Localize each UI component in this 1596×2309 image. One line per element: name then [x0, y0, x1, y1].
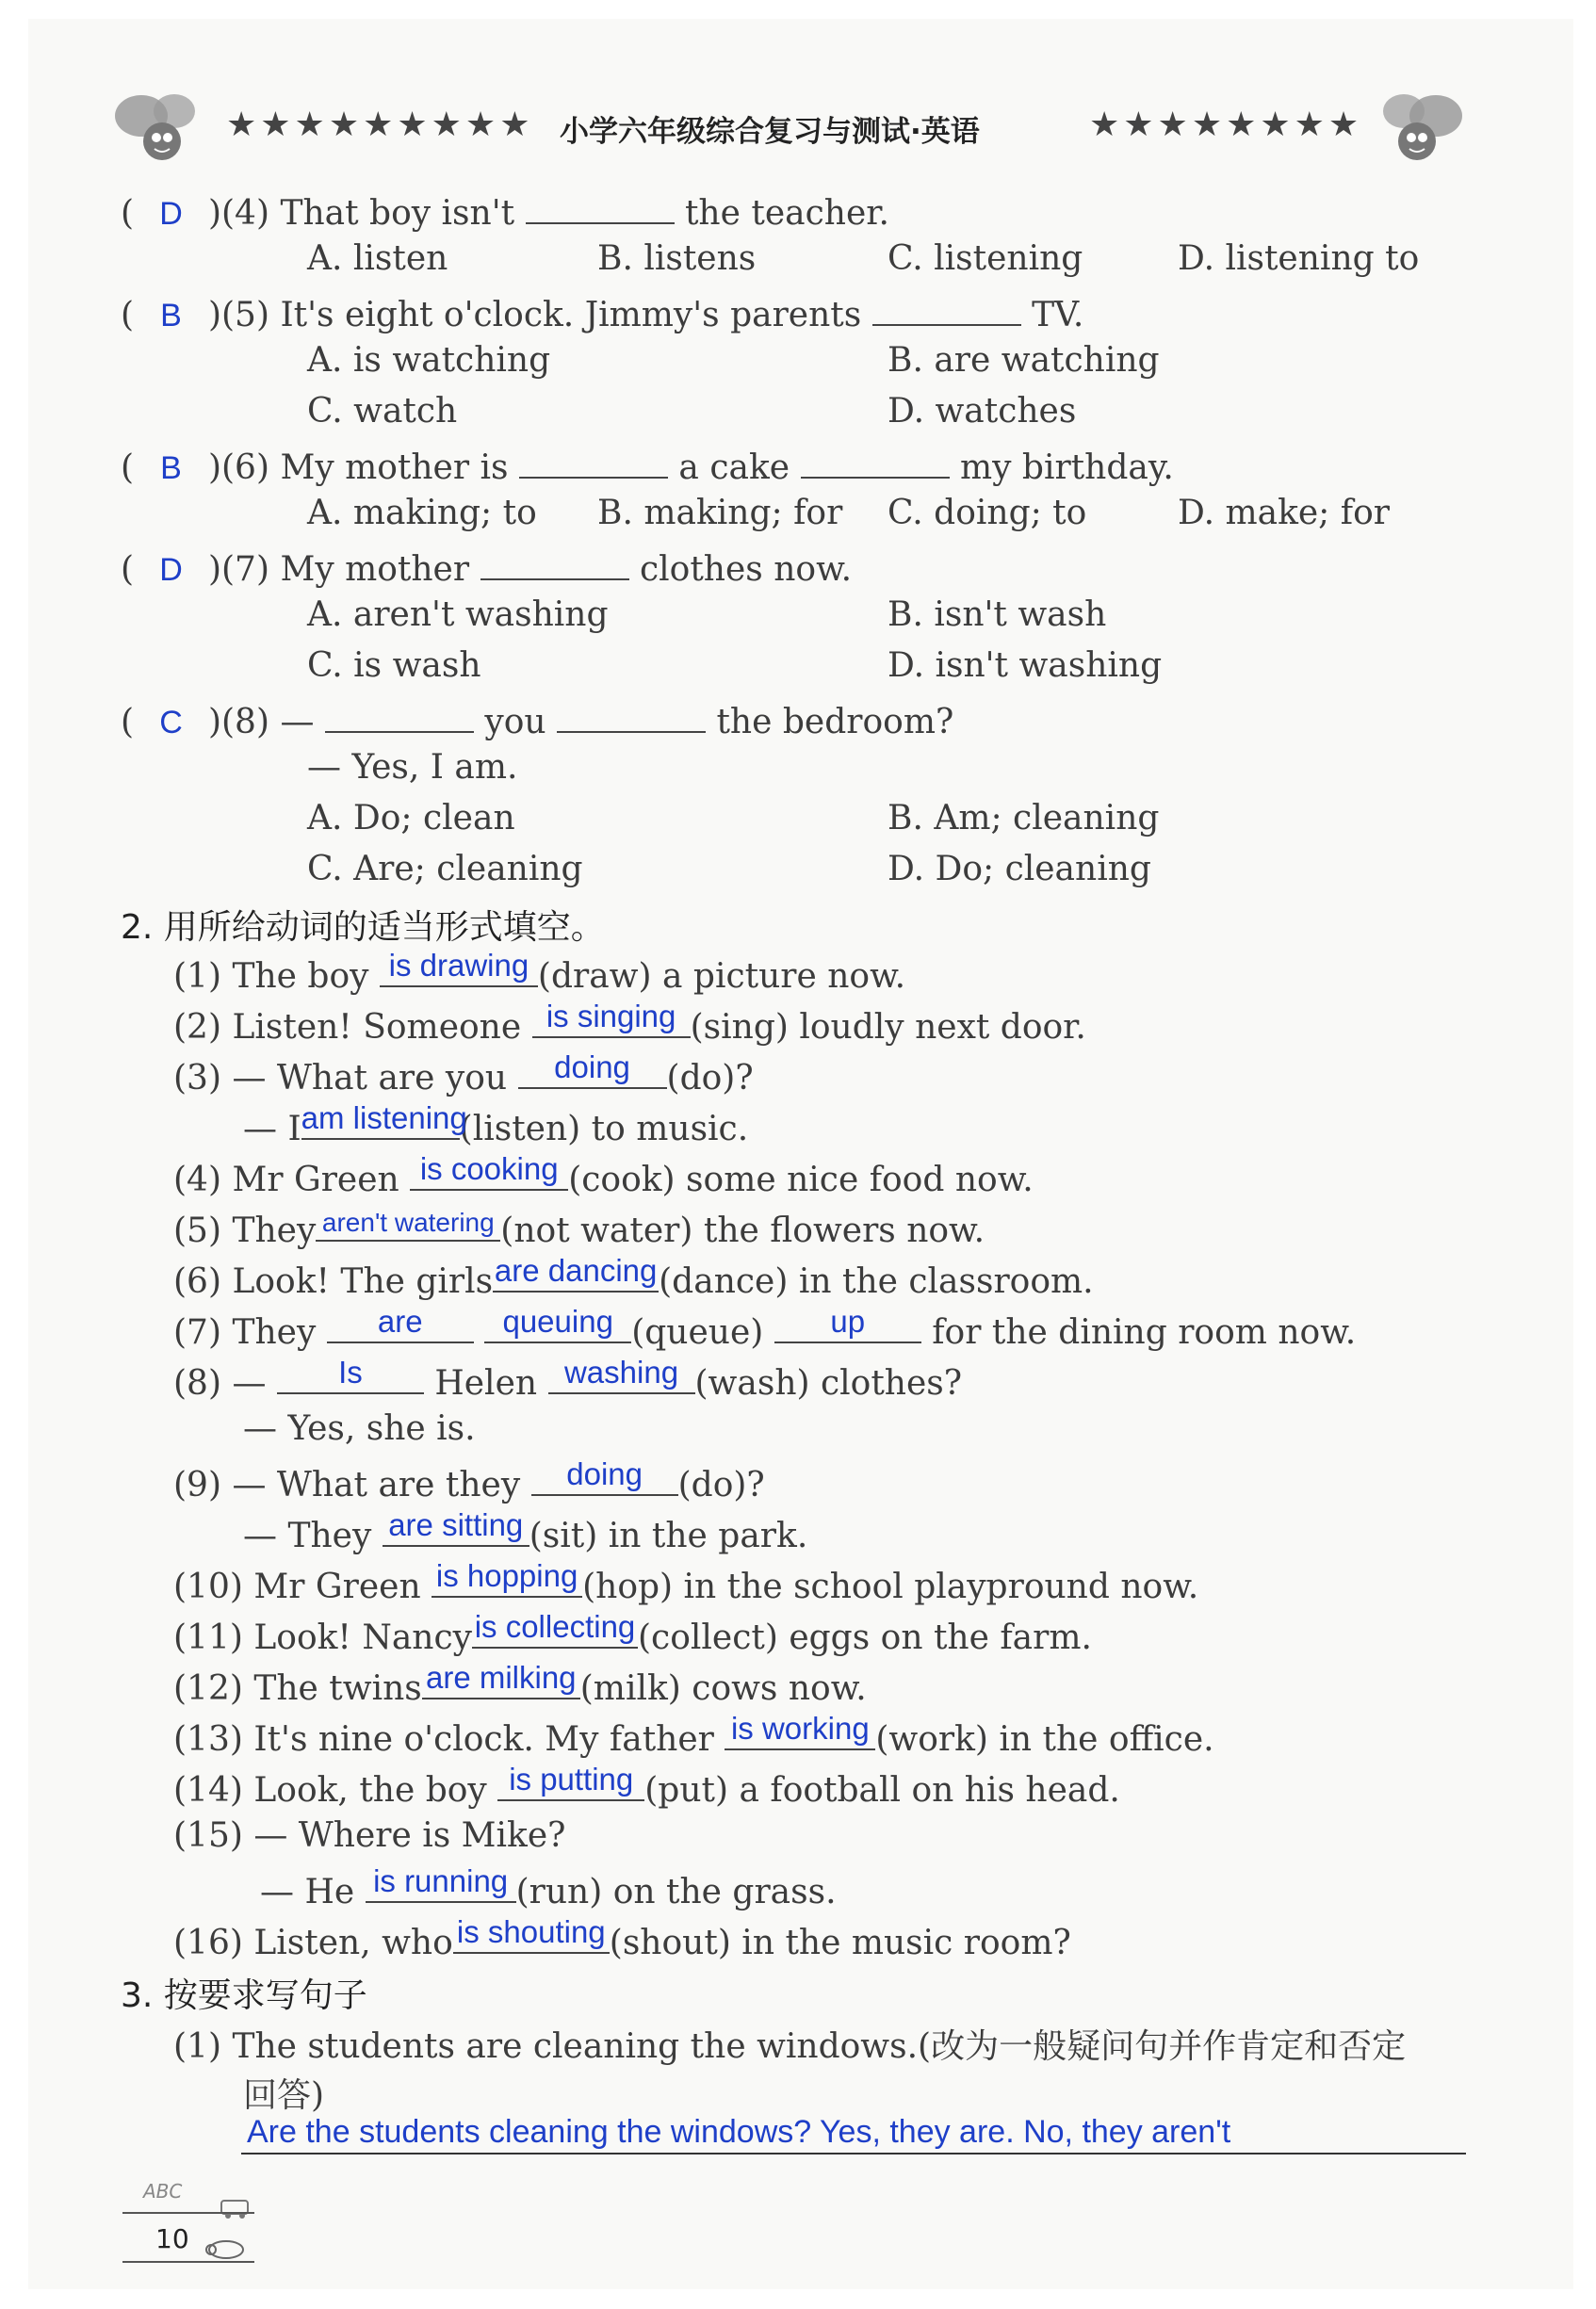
fill-answer: am listening — [301, 1100, 467, 1135]
fill-item-4: (4) Mr Green is cooking (cook) some nice food now. — [173, 1151, 1034, 1199]
fill-item-9b: — They are sitting (sit) in the park. — [243, 1507, 808, 1555]
option-d: D. Do; cleaning — [888, 850, 1151, 888]
option-c: C. watch — [307, 392, 458, 431]
reply-text: — Yes, I am. — [307, 748, 518, 787]
option-b: B. are watching — [888, 341, 1160, 380]
section2-title: 2. 用所给动词的适当形式填空。 — [121, 908, 605, 947]
fill-answer: is running — [373, 1863, 509, 1898]
bee-icon-right — [1377, 83, 1467, 168]
fill-item-9: (9) — What are they doing (do)? — [173, 1456, 765, 1504]
mc-question-7: ( D )(7) My mother clothes now. — [121, 545, 852, 589]
fill-item-11: (11) Look! Nancy is collecting (collect) eggs on the farm. — [173, 1609, 1092, 1657]
fill-answer: doing — [566, 1456, 643, 1491]
option-c: C. Are; cleaning — [307, 850, 583, 888]
fill-answer: up — [830, 1304, 866, 1339]
fill-answer: are milking — [425, 1660, 577, 1695]
option-a: A. aren't washing — [307, 595, 609, 634]
fill-item-6: (6) Look! The girls are dancing (dance) in the classroom. — [173, 1253, 1094, 1301]
fill-item-10: (10) Mr Green is hopping (hop) in the school playpround now. — [173, 1558, 1199, 1606]
fill-item-7: (7) They are queuing (queue) up for the dining room now. — [173, 1304, 1357, 1352]
fill-item-3: (3) — What are you doing (do)? — [173, 1049, 754, 1098]
rewrite-question-1-cont: 回答) — [243, 2076, 325, 2115]
mc-question-5: ( B )(5) It's eight o'clock. Jimmy's parents TV. — [121, 290, 1083, 334]
mc-answer: D — [159, 552, 183, 588]
mc-question-4: ( D )(4) That boy isn't the teacher. — [121, 188, 889, 233]
fill-answer: aren't watering — [321, 1208, 495, 1237]
option-c: C. doing; to — [888, 494, 1087, 532]
mc-answer: D — [159, 196, 183, 232]
fill-answer: queuing — [502, 1304, 613, 1339]
option-d: D. make; for — [1178, 494, 1390, 532]
answer-line — [241, 2153, 1466, 2155]
fill-answer: is drawing — [388, 948, 529, 983]
fill-item-5: (5) They aren't watering (not water) the flowers now. — [173, 1208, 985, 1250]
mc-answer: B — [160, 298, 182, 333]
page-number: 10 — [155, 2223, 189, 2254]
header-title: 小学六年级综合复习与测试·英语 — [560, 115, 980, 149]
fill-item-3b: — I am listening (listen) to music. — [243, 1100, 749, 1148]
option-b: B. making; for — [597, 494, 843, 532]
fill-item-14: (14) Look, the boy is putting (put) a football on his head. — [173, 1762, 1120, 1810]
fill-item-2: (2) Listen! Someone is singing (sing) loudly next door. — [173, 999, 1086, 1047]
footer-line — [122, 2212, 254, 2214]
option-a: A. listen — [307, 239, 448, 278]
fill-answer: washing — [563, 1355, 679, 1390]
option-c: C. is wash — [307, 646, 481, 685]
fill-item-15b: — He is running (run) on the grass. — [260, 1863, 837, 1911]
mc-answer: C — [159, 705, 183, 740]
option-d: D. isn't washing — [888, 646, 1163, 685]
option-d: D. listening to — [1178, 239, 1420, 278]
fill-answer: is collecting — [474, 1609, 636, 1644]
fill-answer: are dancing — [494, 1253, 658, 1288]
fill-answer: are sitting — [388, 1507, 524, 1542]
option-d: D. watches — [888, 392, 1077, 431]
fill-answer: is singing — [546, 999, 676, 1033]
option-b: B. isn't wash — [888, 595, 1107, 634]
decoration-icon — [217, 2193, 254, 2221]
fill-answer: doing — [554, 1049, 630, 1084]
rewrite-answer-1: Are the students cleaning the windows? Yes, they are. No, they aren't — [247, 2114, 1231, 2150]
fill-item-1: (1) The boy is drawing (draw) a picture now. — [173, 948, 906, 996]
fill-answer: are — [377, 1304, 423, 1339]
mc-question-8: ( C )(8) — you the bedroom? — [121, 697, 953, 741]
fill-item-15: (15) — Where is Mike? — [173, 1816, 566, 1855]
mc-question-6: ( B )(6) My mother is a cake my birthday. — [121, 443, 1174, 487]
footer-deco-text: ABC — [143, 2180, 183, 2203]
fill-item-16: (16) Listen, who is shouting (shout) in the music room? — [173, 1914, 1071, 1962]
fill-item-8b: — Yes, she is. — [243, 1409, 476, 1448]
stars-left: ★★★★★★★★★ — [226, 106, 534, 144]
option-a: A. is watching — [307, 341, 551, 380]
option-a: A. Do; clean — [307, 799, 515, 837]
fill-answer: is working — [730, 1711, 870, 1746]
fill-answer: is cooking — [419, 1151, 559, 1186]
option-b: B. Am; cleaning — [888, 799, 1160, 837]
stars-right: ★★★★★★★★ — [1089, 106, 1363, 144]
fill-answer: is hopping — [435, 1558, 578, 1593]
section3-title: 3. 按要求写句子 — [121, 1976, 367, 2015]
option-c: C. listening — [888, 239, 1083, 278]
mc-answer: B — [160, 450, 182, 486]
fill-item-13: (13) It's nine o'clock. My father is working (work) in the office. — [173, 1711, 1214, 1759]
fill-item-8: (8) — Is Helen washing (wash) clothes? — [173, 1355, 963, 1403]
bee-icon-left — [113, 83, 203, 168]
fill-answer: Is — [338, 1355, 363, 1390]
fill-item-12: (12) The twins are milking (milk) cows now. — [173, 1660, 867, 1708]
fill-answer: is shouting — [456, 1914, 606, 1949]
option-b: B. listens — [597, 239, 757, 278]
bug-icon — [198, 2235, 254, 2263]
fill-answer: is putting — [509, 1762, 634, 1797]
option-a: A. making; to — [307, 494, 537, 532]
rewrite-question-1: (1) The students are cleaning the windows.(改为一般疑问句并作肯定和否定 — [173, 2027, 1407, 2066]
